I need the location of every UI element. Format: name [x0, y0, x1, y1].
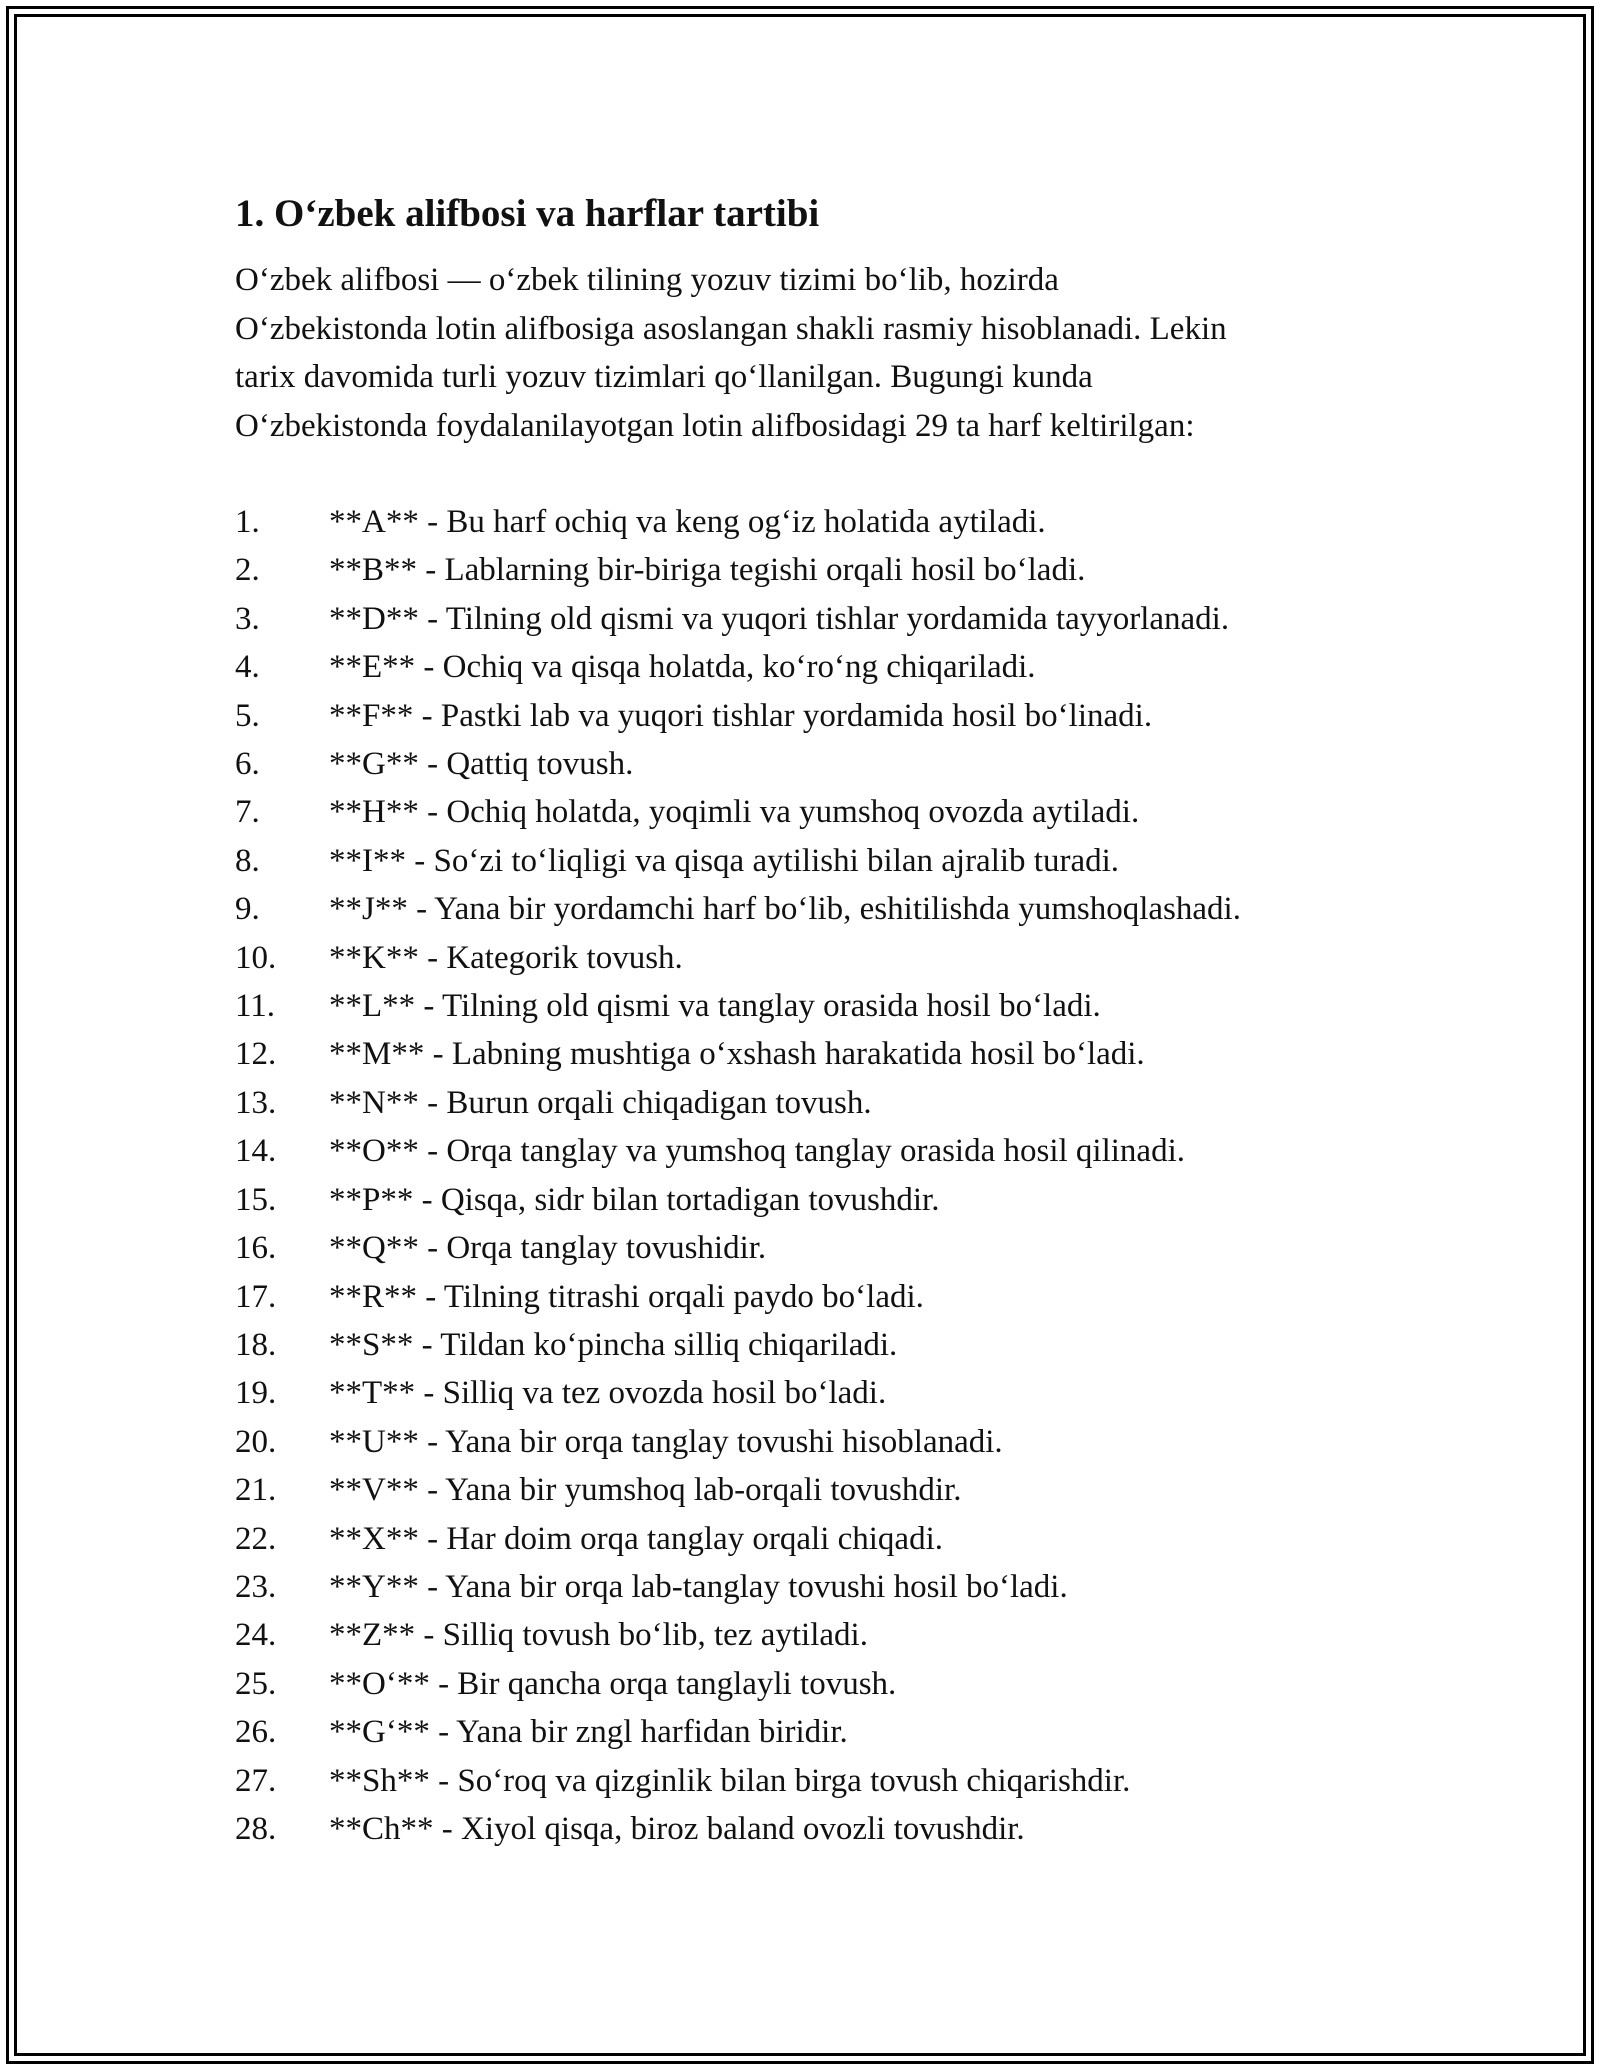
list-item — [235, 740, 1375, 788]
intro-line: O‘zbekistonda lotin alifbosiga asoslangan shakli rasmiy hisoblanadi. Lekin — [235, 310, 1227, 347]
list-item-text: **O‘** - Bir qancha orqa tanglayli tovush. — [329, 1665, 897, 1702]
list-item — [235, 1708, 1375, 1756]
list-item-number: 17. — [235, 1278, 277, 1315]
list-item-number: 18. — [235, 1326, 277, 1363]
list-item-number: 22. — [235, 1520, 277, 1557]
list-item — [235, 1127, 1375, 1175]
intro-paragraph — [235, 256, 1375, 450]
list-item-number: 9. — [235, 891, 260, 928]
list-item-text: **G‘** - Yana bir zngl harfidan biridir. — [329, 1714, 848, 1751]
list-item-text: **L** - Tilning old qismi va tanglay orasida hosil bo‘ladi. — [329, 988, 1101, 1025]
list-item-text: **Z** - Silliq tovush bo‘lib, tez aytiladi. — [329, 1617, 868, 1654]
list-item-number: 25. — [235, 1665, 277, 1702]
list-item — [235, 1224, 1375, 1272]
list-item-number: 21. — [235, 1472, 277, 1509]
list-item-text: **K** - Kategorik tovush. — [329, 939, 683, 976]
list-item — [235, 1176, 1375, 1224]
list-item-number: 27. — [235, 1762, 277, 1799]
list-item-text: **H** - Ochiq holatda, yoqimli va yumshoq ovozda aytiladi. — [329, 794, 1140, 831]
list-item — [235, 1418, 1375, 1466]
list-item-text: **F** - Pastki lab va yuqori tishlar yordamida hosil bo‘linadi. — [329, 697, 1153, 734]
list-item-text: **Y** - Yana bir orqa lab-tanglay tovushi hosil bo‘ladi. — [329, 1568, 1068, 1605]
list-item-number: 7. — [235, 794, 260, 831]
list-item — [235, 1563, 1375, 1611]
list-item-text: **V** - Yana bir yumshoq lab-orqali tovushdir. — [329, 1472, 962, 1509]
list-item-text: **J** - Yana bir yordamchi harf bo‘lib, eshitilishda yumshoqlashadi. — [329, 891, 1241, 928]
intro-line: O‘zbekistonda foydalanilayotgan lotin alifbosidagi 29 ta harf keltirilgan: — [235, 407, 1195, 444]
list-item — [235, 1369, 1375, 1417]
list-item — [235, 546, 1375, 594]
list-item-number: 23. — [235, 1568, 277, 1605]
intro-line: O‘zbek alifbosi — o‘zbek tilining yozuv tizimi bo‘lib, hozirda — [235, 262, 1059, 298]
list-item — [235, 1321, 1375, 1369]
list-item — [235, 1515, 1375, 1563]
list-item-number: 11. — [235, 988, 276, 1025]
document-body — [235, 188, 1375, 1853]
list-item-number: 24. — [235, 1617, 277, 1654]
list-item — [235, 643, 1375, 691]
list-item-text: **T** - Silliq va tez ovozda hosil bo‘ladi. — [329, 1375, 887, 1412]
list-item — [235, 1079, 1375, 1127]
intro-line: tarix davomida turli yozuv tizimlari qo‘llanilgan. Bugungi kunda — [235, 359, 1093, 395]
list-item-text: **N** - Burun orqali chiqadigan tovush. — [329, 1084, 872, 1121]
list-item-text: **U** - Yana bir orqa tanglay tovushi hisoblanadi. — [329, 1423, 1003, 1460]
list-item-number: 4. — [235, 649, 260, 686]
list-item — [235, 1466, 1375, 1514]
list-item-number: 3. — [235, 600, 260, 637]
list-item-text: **M** - Labning mushtiga o‘xshash harakatida hosil bo‘ladi. — [329, 1036, 1145, 1073]
list-item-text: **D** - Tilning old qismi va yuqori tishlar yordamida tayyorlanadi. — [329, 600, 1230, 637]
list-item — [235, 1273, 1375, 1321]
list-item-number: 19. — [235, 1375, 277, 1412]
list-item-text: **Ch** - Xiyol qisqa, biroz baland ovozli tovushdir. — [329, 1810, 1025, 1847]
list-item-text: **R** - Tilning titrashi orqali paydo bo‘ladi. — [329, 1278, 924, 1315]
list-item-number: 26. — [235, 1714, 277, 1751]
list-item-number: 6. — [235, 746, 260, 783]
list-item-number: 1. — [235, 504, 260, 540]
list-item — [235, 1030, 1375, 1078]
list-item-text: **I** - So‘zi to‘liqligi va qisqa aytilishi bilan ajralib turadi. — [329, 842, 1120, 879]
letter-list — [235, 498, 1375, 1853]
list-item-text: **O** - Orqa tanglay va yumshoq tanglay orasida hosil qilinadi. — [329, 1133, 1186, 1170]
list-item-number: 28. — [235, 1810, 277, 1847]
list-item — [235, 788, 1375, 836]
list-item-number: 13. — [235, 1084, 277, 1121]
list-item — [235, 595, 1375, 643]
section-heading: 1. O‘zbek alifbosi va harflar tartibi — [235, 192, 820, 235]
list-item-number: 14. — [235, 1133, 277, 1170]
list-item-number: 2. — [235, 552, 260, 589]
list-item-number: 5. — [235, 697, 260, 734]
list-item — [235, 1805, 1375, 1853]
list-item — [235, 1660, 1375, 1708]
list-item-text: **E** - Ochiq va qisqa holatda, ko‘ro‘ng chiqariladi. — [329, 649, 1036, 686]
list-item-number: 20. — [235, 1423, 277, 1460]
list-item-number: 8. — [235, 842, 260, 879]
list-item — [235, 837, 1375, 885]
list-item-text: **P** - Qisqa, sidr bilan tortadigan tovushdir. — [329, 1181, 940, 1218]
list-item-number: 16. — [235, 1230, 277, 1267]
list-item — [235, 1611, 1375, 1659]
list-item-text: **G** - Qattiq tovush. — [329, 746, 634, 783]
list-item-text: **A** - Bu harf ochiq va keng og‘iz holatida aytiladi. — [329, 504, 1046, 540]
list-item — [235, 934, 1375, 982]
list-item-text: **X** - Har doim orqa tanglay orqali chiqadi. — [329, 1520, 943, 1557]
list-item-text: **Sh** - So‘roq va qizginlik bilan birga tovush chiqarishdir. — [329, 1762, 1131, 1799]
list-item-text: **S** - Tildan ko‘pincha silliq chiqariladi. — [329, 1326, 898, 1363]
list-item-number: 15. — [235, 1181, 277, 1218]
list-item — [235, 1757, 1375, 1805]
list-item-number: 10. — [235, 939, 277, 976]
list-item — [235, 885, 1375, 933]
list-item — [235, 692, 1375, 740]
list-item — [235, 982, 1375, 1030]
list-item — [235, 498, 1375, 546]
list-item-number: 12. — [235, 1036, 277, 1073]
list-item-text: **B** - Lablarning bir-biriga tegishi orqali hosil bo‘ladi. — [329, 552, 1086, 589]
list-item-text: **Q** - Orqa tanglay tovushidir. — [329, 1230, 767, 1267]
